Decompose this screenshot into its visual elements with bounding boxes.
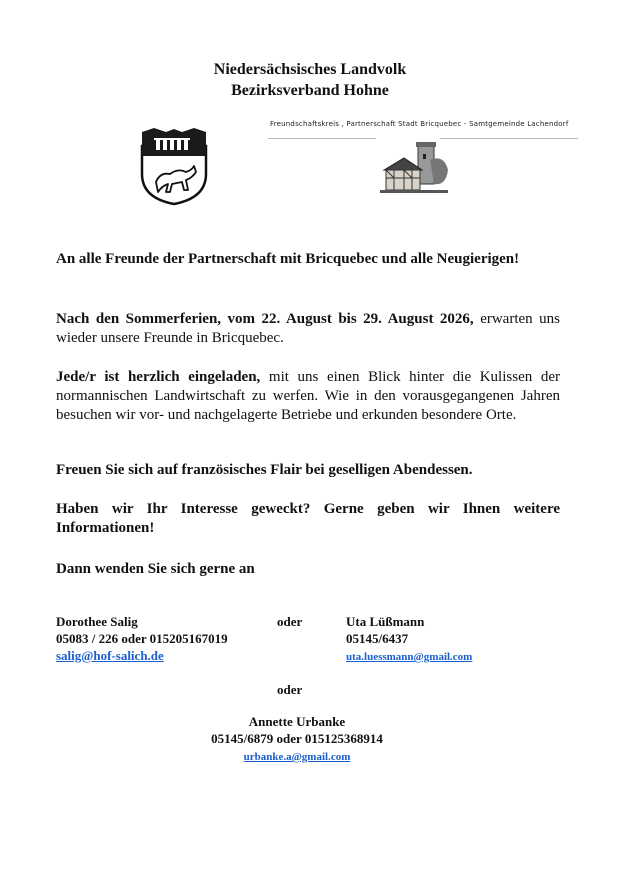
dates-emphasis: Nach den Sommerferien, vom 22. August bis 29. August 2026,: [56, 311, 474, 327]
header-rule-right: [440, 138, 578, 139]
invitation-text: mit uns einen Blick hinter die Kulissen der normannischen Landwirtschaft zu werfen. Wie in den vorausgegangenen Jahren besuchen wir vor- und nachgelagerte Betriebe und erkunden besondere Orte.: [56, 369, 560, 423]
contact-name-urbanke: Annette Urbanke: [248, 714, 346, 729]
interest-paragraph: Haben wir Ihr Interesse geweckt? Gerne geben wir Ihnen weitere Informationen!: [56, 501, 560, 536]
email-link-luessmann[interactable]: uta.luessmann@gmail.com: [346, 651, 473, 663]
partnership-subheading: Freundschaftskreis , Partnerschaft Stadt Bricquebec - Samtgemeinde Lachendorf: [270, 120, 569, 128]
or-separator-1: oder: [277, 614, 303, 629]
contact-phone-salig: 05083 / 226 oder 015205167019: [56, 631, 228, 646]
or-separator-2: oder: [277, 682, 303, 697]
contact-intro: Dann wenden Sie sich gerne an: [56, 561, 255, 577]
organization-title: Niedersächsisches Landvolk: [213, 61, 407, 78]
contact-phone-luessmann: 05145/6437: [346, 631, 409, 646]
contact-name-salig: Dorothee Salig: [56, 614, 138, 629]
organization-subtitle: Bezirksverband Hohne: [231, 82, 389, 99]
contact-phone-urbanke: 05145/6879 oder 015125368914: [211, 731, 383, 746]
email-row-urbanke: [0, 747, 594, 766]
dates-paragraph: [56, 310, 560, 348]
invitation-paragraph: [56, 368, 560, 425]
header-rule-left: [268, 138, 376, 139]
dates-text: erwarten uns wieder unsere Freunde in Bricquebec.: [56, 311, 560, 346]
contact-name-luessmann: Uta Lüßmann: [346, 614, 425, 629]
landvolk-crest-logo: [136, 126, 212, 206]
castle-house-drawing: [378, 140, 450, 202]
invitation-emphasis: Jede/r ist herzlich eingeladen,: [56, 369, 261, 385]
email-link-urbanke[interactable]: urbanke.a@gmail.com: [243, 751, 351, 763]
email-link-salig[interactable]: salig@hof-salich.de: [56, 648, 164, 663]
flair-paragraph: Freuen Sie sich auf französisches Flair bei geselligen Abendessen.: [56, 462, 473, 478]
greeting-heading: An alle Freunde der Partnerschaft mit Bricquebec und alle Neugierigen!: [56, 251, 520, 267]
